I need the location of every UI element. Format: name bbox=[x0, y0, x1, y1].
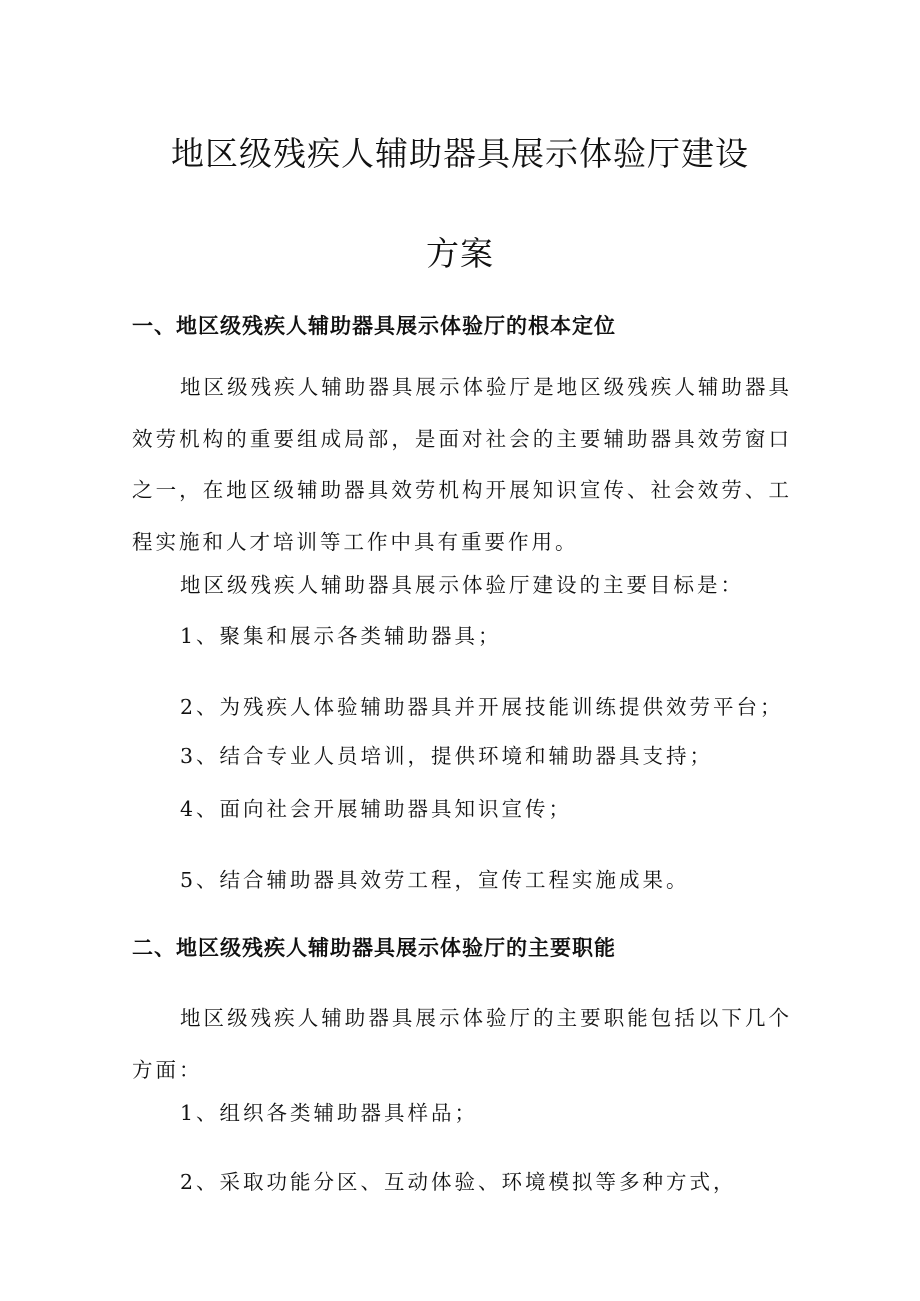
goal-item: 3、结合专业人员培训，提供环境和辅助器具支持； bbox=[180, 744, 714, 768]
section-2-heading: 二、地区级残疾人辅助器具展示体验厅的主要职能 bbox=[132, 936, 616, 960]
goal-item: 5、结合辅助器具效劳工程，宣传工程实施成果。 bbox=[180, 868, 690, 892]
section-1-heading: 一、地区级残疾人辅助器具展示体验厅的根本定位 bbox=[132, 314, 616, 338]
section-1-paragraph: 地区级残疾人辅助器具展示体验厅是地区级残疾人辅助器具效劳机构的重要组成局部，是面对社会的主要辅助器具效劳窗口之一，在地区级辅助器具效劳机构开展知识宣传、社会效劳、工程实施和人才培训等工作中具有重要作用。 bbox=[132, 375, 792, 554]
section-2-paragraph: 地区级残疾人辅助器具展示体验厅的主要职能包括以下几个方面： bbox=[132, 1006, 792, 1082]
document-title-line-1: 地区级残疾人辅助器具展示体验厅建设 bbox=[171, 134, 749, 173]
goal-item: 1、聚集和展示各类辅助器具； bbox=[180, 624, 502, 648]
section-1-goal-intro: 地区级残疾人辅助器具展示体验厅建设的主要目标是： bbox=[180, 573, 744, 597]
function-item: 2、采取功能分区、互动体验、环境模拟等多种方式， bbox=[180, 1170, 737, 1194]
document-title-line-2: 方案 bbox=[426, 234, 494, 273]
goal-item: 4、面向社会开展辅助器具知识宣传； bbox=[180, 797, 573, 821]
function-item: 1、组织各类辅助器具样品； bbox=[180, 1101, 479, 1125]
goal-item: 2、为残疾人体验辅助器具并开展技能训练提供效劳平台； bbox=[180, 695, 784, 719]
